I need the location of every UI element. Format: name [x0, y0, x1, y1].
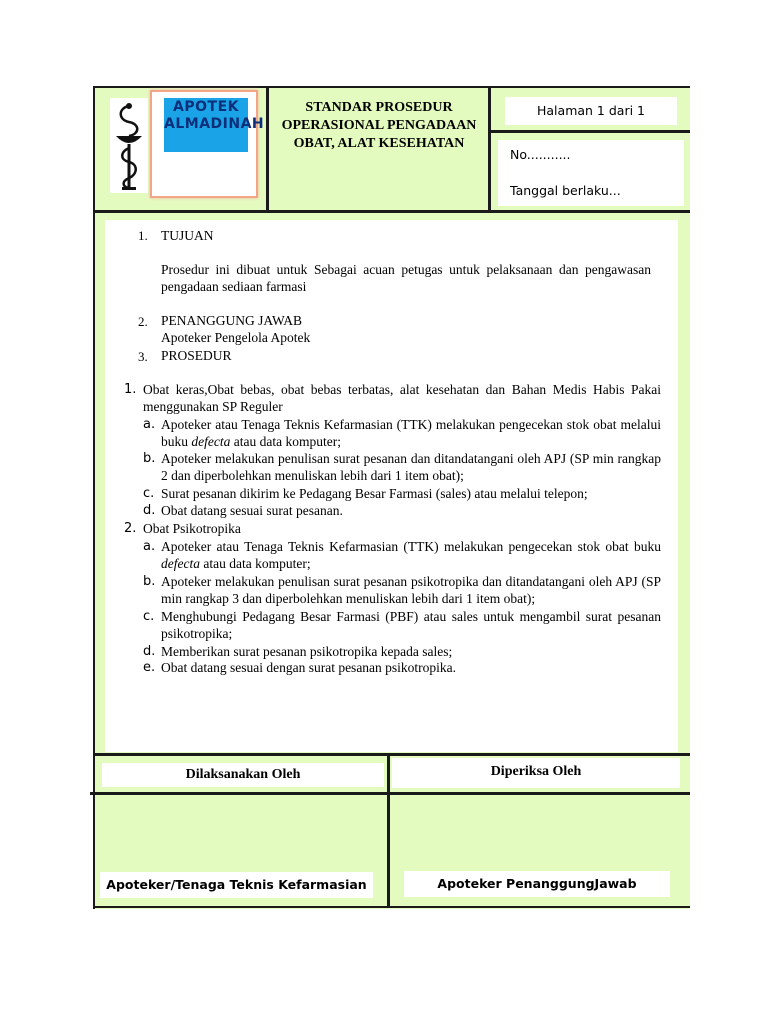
step-text: Menghubungi Pedagang Besar Farmasi (PBF) atau sales untuk mengambil surat pesanan psikotropika;	[161, 609, 661, 641]
document-body	[105, 220, 678, 752]
section-heading: PROSEDUR	[161, 348, 232, 363]
step-letter: e.	[143, 660, 156, 675]
step-text: Obat datang sesuai dengan surat pesanan psikotropika.	[161, 660, 457, 675]
bottom-border	[93, 906, 690, 908]
pharmacy-bowl-of-hygieia-icon	[110, 98, 148, 193]
section-number: 3.	[138, 349, 148, 364]
brand-name: APOTEK ALMADINAH	[164, 98, 248, 152]
section-text: Apoteker Pengelola Apotek	[161, 330, 311, 345]
page-indicator: Halaman 1 dari 1	[505, 97, 677, 125]
section-heading: TUJUAN	[161, 228, 214, 243]
document-number: No...........	[510, 147, 571, 162]
header-divider-1	[266, 87, 269, 212]
step-letter: c.	[143, 609, 155, 624]
list-item: Obat keras,Obat bebas, obat bebas terbatas, alat kesehatan dan Bahan Medis Habis Pakai menggunakan SP Reguler	[143, 382, 661, 414]
checker-role: Apoteker PenanggungJawab	[404, 871, 670, 897]
step-letter: b.	[143, 574, 156, 589]
section-number: 1.	[138, 228, 148, 243]
step-letter: c.	[143, 486, 155, 501]
section-text: Prosedur ini dibuat untuk Sebagai acuan petugas untuk pelaksanaan dan pengawasan pengadaan sediaan farmasi	[161, 262, 651, 294]
footer-divider	[387, 755, 390, 908]
step-text: Apoteker melakukan penulisan surat pesanan psikotropika dan ditandatangani oleh APJ (SP min rangkap 3 dan diperbolehkan menuliskan lebih dari 1 item obat);	[161, 574, 661, 606]
top-border	[93, 86, 690, 88]
step-letter: d.	[143, 644, 156, 659]
list-number: 2.	[124, 521, 137, 536]
step-letter: a.	[143, 539, 156, 554]
section-heading: PENANGGUNG JAWAB	[161, 313, 303, 328]
effective-date: Tanggal berlaku...	[510, 183, 621, 198]
document-meta-box	[498, 140, 684, 206]
body-bottom-line	[93, 753, 690, 756]
step-text: Apoteker melakukan penulisan surat pesanan dan ditandatangani oleh APJ (SP min rangkap 2 dan diperbolehkan menuliskan lebih dari 1 item obat);	[161, 451, 661, 483]
step-letter: b.	[143, 451, 156, 466]
document-title: STANDAR PROSEDUR OPERASIONAL PENGADAAN OBAT, ALAT KESEHATAN	[281, 100, 477, 151]
header-bottom-line	[93, 210, 690, 213]
pharmacy-logo	[110, 98, 148, 193]
step-letter: d.	[143, 503, 156, 518]
header-divider-3	[490, 130, 690, 133]
executor-role: Apoteker/Tenaga Teknis Kefarmasian	[100, 872, 373, 898]
executed-by-label: Dilaksanakan Oleh	[102, 763, 384, 787]
step-text: Apoteker atau Tenaga Teknis Kefarmasian (TTK) melakukan pengecekan stok obat buku defecta atau data komputer;	[161, 539, 661, 571]
step-text: Apoteker atau Tenaga Teknis Kefarmasian (TTK) melakukan pengecekan stok obat melalui buku defecta atau data komputer;	[161, 417, 661, 449]
footer-mid-line	[90, 792, 690, 795]
header-divider-2	[488, 87, 491, 212]
brand-box	[150, 90, 265, 198]
list-item: Obat Psikotropika	[143, 521, 241, 536]
step-text: Surat pesanan dikirim ke Pedagang Besar Farmasi (sales) atau melalui telepon;	[161, 486, 588, 501]
step-letter: a.	[143, 417, 156, 432]
checked-by-label: Diperiksa Oleh	[392, 758, 680, 788]
step-text: Memberikan surat pesanan psikotropika kepada sales;	[161, 644, 453, 659]
step-text: Obat datang sesuai surat pesanan.	[161, 503, 343, 518]
list-number: 1.	[124, 382, 137, 397]
section-number: 2.	[138, 314, 148, 329]
